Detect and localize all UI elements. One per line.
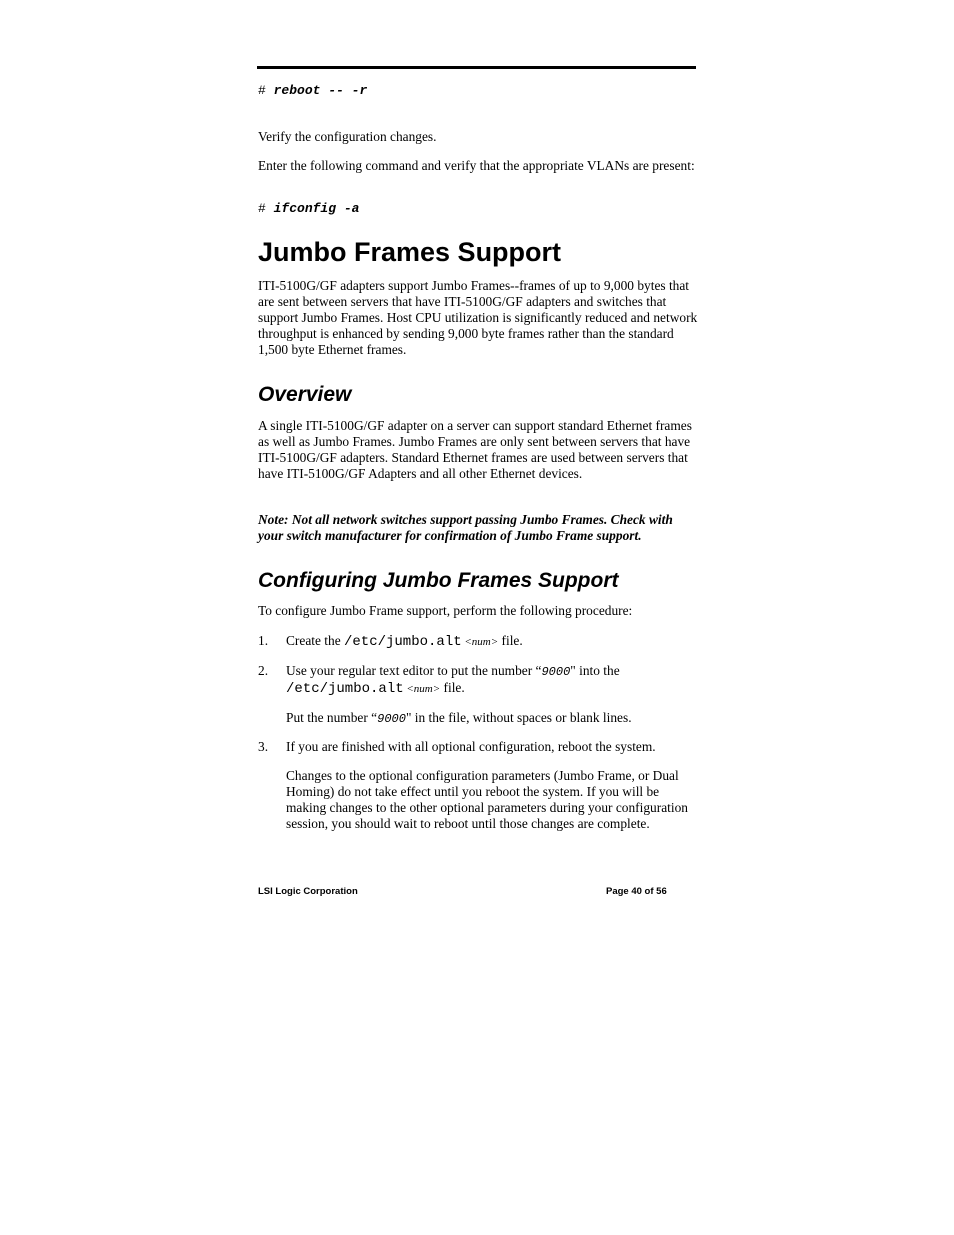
- paragraph-config: To configure Jumbo Frame support, perform the following procedure:: [258, 603, 633, 618]
- step-2-detail: [286, 710, 698, 727]
- footer-company: LSI Logic Corporation: [258, 886, 358, 897]
- prompt-hash: #: [258, 201, 266, 216]
- step-2: [286, 663, 698, 697]
- top-rule: [257, 66, 696, 69]
- value-9000: 9000: [541, 665, 571, 679]
- prompt-hash: #: [258, 83, 266, 98]
- step-text: Put the number “: [286, 710, 378, 725]
- paragraph-overview: A single ITI-5100G/GF adapter on a server can support standard Ethernet frames as well as Jumbo Frames. Jumbo Frames are only sent between servers that have ITI-5100G/GF adapters. Standard Ethernet frames are used between servers that have ITI-5100G/GF Adapters and all other Ethernet devices.: [258, 418, 692, 481]
- heading-configuring: Configuring Jumbo Frames Support: [258, 569, 619, 592]
- footer-page-number: Page 40 of 56: [606, 886, 667, 897]
- step-text: " in the file, without spaces or blank lines.: [405, 710, 632, 725]
- step-number: 2.: [258, 663, 269, 678]
- step-3: If you are finished with all optional configuration, reboot the system.: [286, 739, 656, 754]
- command-reboot: [258, 83, 698, 99]
- num-arg: <num>: [403, 683, 441, 695]
- command-text: ifconfig -a: [273, 201, 360, 216]
- paragraph-enter: Enter the following command and verify that the appropriate VLANs are present:: [258, 158, 695, 173]
- step-number: 3.: [258, 739, 269, 754]
- step-text: " into the: [570, 663, 620, 678]
- command-text: reboot -- -r: [273, 83, 368, 98]
- step-1: [286, 633, 698, 650]
- paragraph-verify: Verify the configuration changes.: [258, 129, 437, 144]
- command-ifconfig: [258, 201, 698, 217]
- heading-jumbo-frames: Jumbo Frames Support: [258, 237, 562, 267]
- paragraph-jumbo: ITI-5100G/GF adapters support Jumbo Frames--frames of up to 9,000 bytes that are sent between servers that have ITI-5100G/GF adapters and switches that support Jumbo Frames. Host CPU utilization is significantly reduced and network throughput is enhanced by sending 9,000 byte frames rather than the standard 1,500 byte Ethernet frames.: [258, 278, 698, 357]
- step-text: file.: [498, 633, 523, 648]
- file-path: /etc/jumbo.alt: [286, 681, 404, 697]
- step-text: Create the: [286, 633, 344, 648]
- note-switches: Note: Not all network switches support passing Jumbo Frames. Check with your switch manufacturer for confirmation of Jumbo Frame support.: [258, 512, 673, 543]
- step-text: file.: [440, 680, 465, 695]
- file-path: /etc/jumbo.alt: [344, 634, 462, 650]
- step-number: 1.: [258, 633, 269, 648]
- step-text: Use your regular text editor to put the number “: [286, 663, 542, 678]
- value-9000: 9000: [377, 712, 406, 726]
- heading-overview: Overview: [258, 383, 352, 406]
- step-3-detail: Changes to the optional configuration parameters (Jumbo Frame, or Dual Homing) do not take effect until you reboot the system. If you will be making changes to the other optional parameters during your configuration session, you should wait to reboot until those changes are complete.: [286, 768, 688, 831]
- num-arg: <num>: [461, 636, 499, 648]
